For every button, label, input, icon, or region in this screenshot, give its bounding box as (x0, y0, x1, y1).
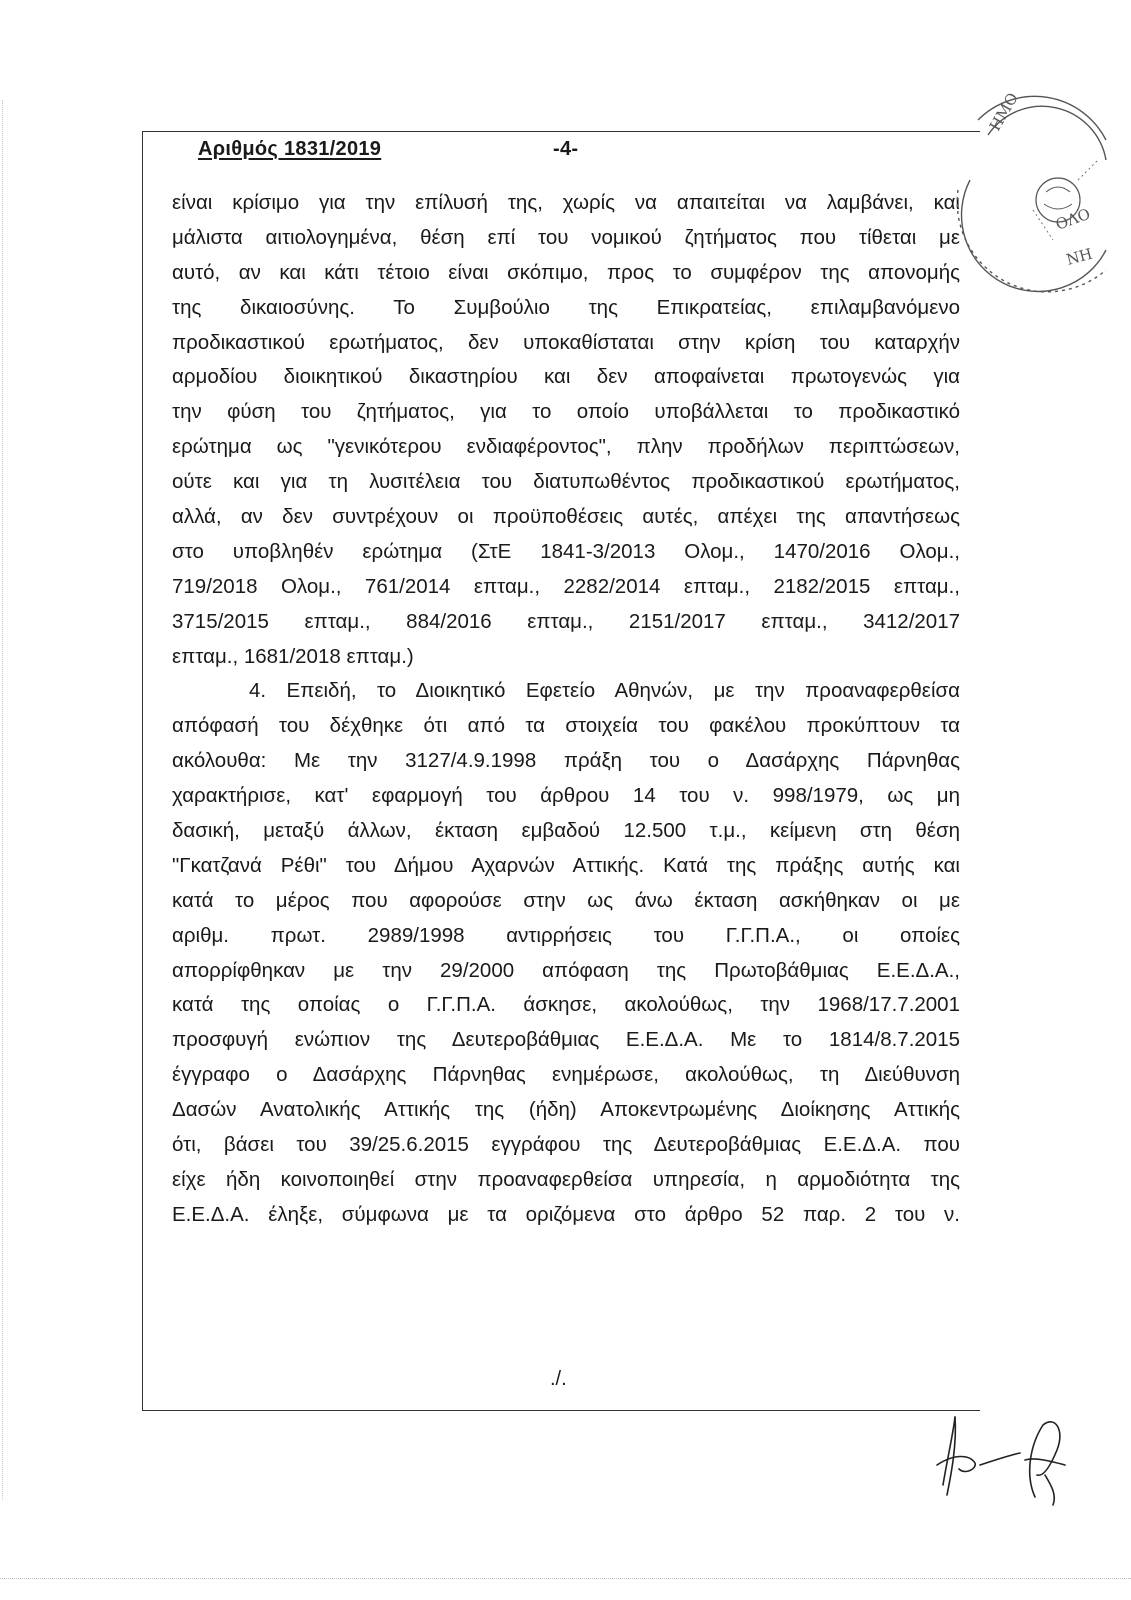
round-stamp-icon (938, 80, 1108, 320)
scan-bottom-edge (0, 1578, 1131, 1580)
text-line: κατά της οποίας ο Γ.Γ.Π.Α. άσκησε, ακολούθως, την 1968/17.7.2001 (172, 993, 960, 1017)
text-line: μάλιστα αιτιολογημένα, θέση επί του νομικού ζητήματος που τίθεται με (172, 225, 960, 249)
decision-number: Αριθμός 1831/2019 (198, 138, 382, 160)
text-line: είναι κρίσιμο για την επίλυσή της, χωρίς να απαιτείται να λαμβάνει, και (172, 191, 960, 214)
text-line: αλλά, αν δεν συντρέχουν οι προϋποθέσεις αυτές, απέχει της απαντήσεως (172, 505, 960, 529)
text-line: 719/2018 Ολομ., 761/2014 επταμ., 2282/2014 επταμ., 2182/2015 επταμ., (172, 574, 960, 598)
text-line: Δασών Ανατολικής Αττικής της (ήδη) Αποκεντρωμένης Διοίκησης Αττικής (172, 1098, 960, 1122)
document-header (198, 138, 579, 161)
text-line: ότι, βάσει του 39/25.6.2015 εγγράφου της Δευτεροβάθμιας Ε.Ε.Δ.Α. που (172, 1133, 960, 1157)
text-line: απορρίφθηκαν με την 29/2000 απόφαση της Πρωτοβάθμιας Ε.Ε.Δ.Α., (172, 958, 960, 982)
text-line: δασική, μεταξύ άλλων, έκταση εμβαδού 12.500 τ.μ., κείμενη στη θέση (172, 819, 960, 843)
text-line: κατά το μέρος που αφορούσε στην ως άνω έκταση ασκήθηκαν οι με (172, 888, 960, 912)
text-line: 3715/2015 επταμ., 884/2016 επταμ., 2151/2017 επταμ., 3412/2017 (172, 609, 960, 633)
text-line: προδικαστικού ερωτήματος, δεν υποκαθίσταται στην κρίση του καταρχήν (172, 330, 960, 354)
scan-edge-marks (2, 100, 6, 1500)
svg-text:ΟΛΟ: ΟΛΟ (1053, 204, 1093, 234)
svg-text:ΝΗ: ΝΗ (1064, 244, 1095, 269)
text-line: αριθμ. πρωτ. 2989/1998 αντιρρήσεις του Γ.Γ.Π.Α., οι οποίες (172, 923, 960, 947)
continuation-mark: ./. (550, 1368, 567, 1390)
text-line: χαρακτήρισε, κατ' εφαρμογή του άρθρου 14 του ν. 998/1979, ως μη (172, 784, 960, 808)
text-line: ακόλουθα: Με την 3127/4.9.1998 πράξη του ο Δασάρχης Πάρνηθας (172, 749, 960, 773)
text-line: της δικαιοσύνης. Το Συμβούλιο της Επικρατείας, επιλαμβανόμενο (172, 295, 960, 319)
text-line: επταμ., 1681/2018 επταμ.) (172, 644, 414, 668)
text-line: αυτό, αν και κάτι τέτοιο είναι σκόπιμο, προς το συμφέρον της απονομής (172, 260, 960, 284)
text-line: ούτε και για τη λυσιτέλεια του διατυπωθέντος προδικαστικού ερωτήματος, (172, 470, 960, 494)
text-line: προσφυγή ενώπιον της Δευτεροβάθμιας Ε.Ε.Δ.Α. Με το 1814/8.7.2015 (172, 1028, 960, 1052)
text-line: απόφασή του δέχθηκε ότι από τα στοιχεία του φακέλου προκύπτουν τα (172, 714, 960, 738)
page-number: -4- (553, 138, 579, 160)
text-line: Ε.Ε.Δ.Α. έληξε, σύμφωνα με τα οριζόμενα στο άρθρο 52 παρ. 2 του ν. (172, 1202, 960, 1226)
document-body (172, 186, 960, 1233)
handwritten-signature-icon (925, 1405, 1085, 1515)
text-line: την φύση του ζητήματος, για το οποίο υποβάλλεται το προδικαστικό (172, 400, 960, 424)
paragraph-start-line: 4. Επειδή, το Διοικητικό Εφετείο Αθηνών, με την προαναφερθείσα (249, 679, 960, 703)
text-line: ερώτημα ως "γενικότερου ενδιαφέροντος", πλην προδήλων περιπτώσεων, (172, 435, 960, 459)
text-line: στο υποβληθέν ερώτημα (ΣτΕ 1841-3/2013 Ολομ., 1470/2016 Ολομ., (172, 539, 960, 563)
text-line: έγγραφο ο Δασάρχης Πάρνηθας ενημέρωσε, ακολούθως, τη Διεύθυνση (172, 1063, 960, 1087)
svg-text:ΗΜΟ: ΗΜΟ (985, 89, 1022, 134)
text-line: είχε ήδη κοινοποιηθεί στην προαναφερθείσα υπηρεσία, η αρμοδιότητα της (172, 1167, 960, 1191)
text-line: "Γκατζανά Ρέθι" του Δήμου Αχαρνών Αττικής. Κατά της πράξης αυτής και (172, 853, 960, 877)
text-line: αρμοδίου διοικητικού δικαστηρίου και δεν αποφαίνεται πρωτογενώς για (172, 365, 960, 389)
